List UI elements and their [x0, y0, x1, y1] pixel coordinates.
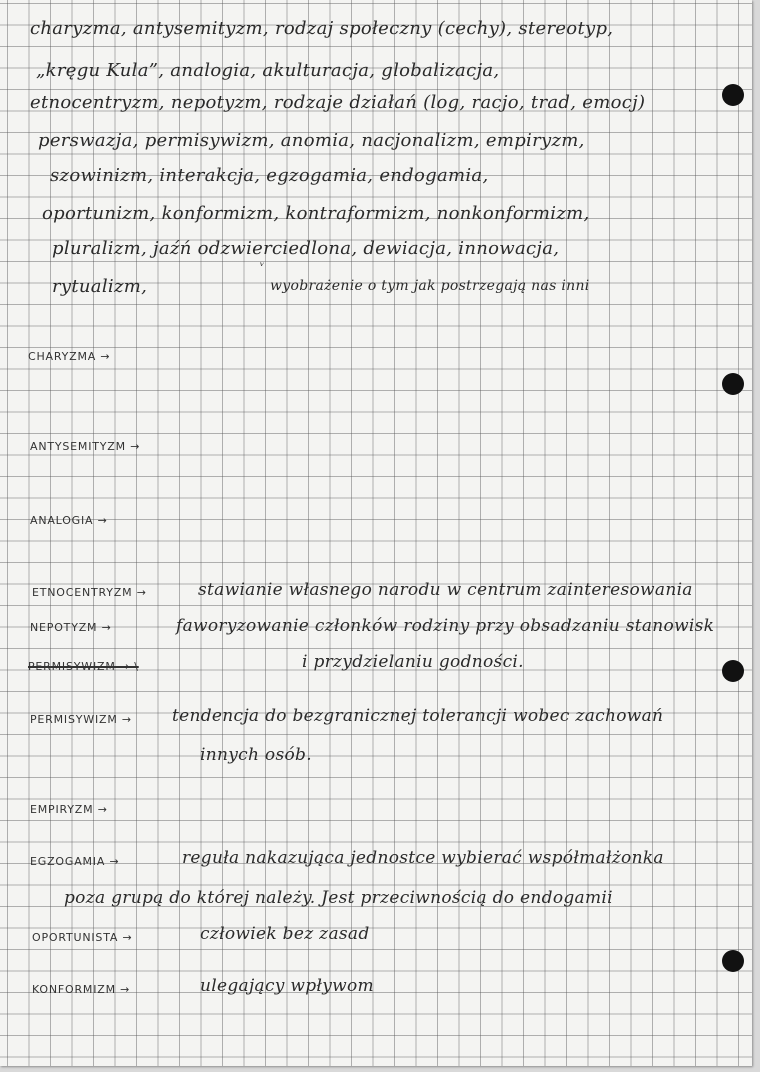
entry-term-konformizm: KONFORMIZM →: [32, 983, 131, 996]
binder-hole: [722, 950, 744, 972]
entry-term-analogia: ANALOGIA →: [30, 514, 108, 527]
entry-term-nepotyzm: NEPOTYZM →: [30, 621, 112, 634]
vocab-line-6: oportunizm, konformizm, kontraformizm, nonkonformizm,: [42, 203, 590, 224]
entry-def-continuation: i przydzielaniu godności.: [302, 652, 524, 672]
insert-caret: ᵛ: [260, 259, 265, 273]
entry-def-nepotyzm: faworyzowanie członków rodziny przy obsadzaniu stanowisk: [176, 616, 715, 636]
entry-def-egzogamia-2: poza grupą do której należy. Jest przeciwnością do endogamii: [64, 888, 613, 908]
binder-hole: [722, 660, 744, 682]
vocab-line-3: etnocentryzm, nepotyzm, rodzaje działań (log, racjo, trad, emocj): [30, 92, 646, 113]
vocab-line-8: rytualizm,: [52, 276, 148, 297]
entry-term-charyzma: CHARYZMA →: [28, 350, 111, 363]
entry-term-empiryzm: EMPIRYZM →: [30, 803, 108, 816]
entry-def-oportunista: człowiek bez zasad: [200, 924, 370, 944]
vocab-line-1: charyzma, antysemityzm, rodzaj społeczny (cechy), stereotyp,: [30, 18, 614, 39]
binder-hole: [722, 373, 744, 395]
entry-term-etnocentryzm: ETNOCENTRYZM →: [32, 586, 147, 599]
entry-term-egzogamia: EGZOGAMIA →: [30, 855, 120, 868]
entry-term-oportunista: OPORTUNISTA →: [32, 931, 133, 944]
vocab-line-7: pluralizm, jaźń odzwierciedlona, dewiacja, innowacja,: [52, 238, 560, 259]
vocab-line-5: szowinizm, interakcja, egzogamia, endogamia,: [50, 165, 489, 186]
entry-def-konformizm: ulegający wpływom: [200, 976, 374, 996]
insert-note: wyobrażenie o tym jak postrzegają nas inni: [270, 278, 590, 294]
vocab-line-4: perswazja, permisywizm, anomia, nacjonalizm, empiryzm,: [38, 130, 585, 151]
binder-hole: [722, 84, 744, 106]
entry-def-egzogamia: reguła nakazująca jednostce wybierać współmałżonka: [182, 848, 664, 868]
entry-term-permisywizm: PERMISYWIZM →: [30, 713, 132, 726]
vocab-line-2: „kręgu Kula”, analogia, akulturacja, globalizacja,: [36, 60, 500, 81]
entry-def-permisywizm-2: innych osób.: [200, 745, 312, 765]
entry-def-etnocentryzm: stawianie własnego narodu w centrum zainteresowania: [198, 580, 693, 600]
entry-term-crossed-out: PERMISYWIZM → \: [28, 660, 139, 673]
entry-def-permisywizm: tendencja do bezgranicznej tolerancji wobec zachowań: [172, 706, 664, 726]
entry-term-antysemityzm: ANTYSEMITYZM →: [30, 440, 141, 453]
